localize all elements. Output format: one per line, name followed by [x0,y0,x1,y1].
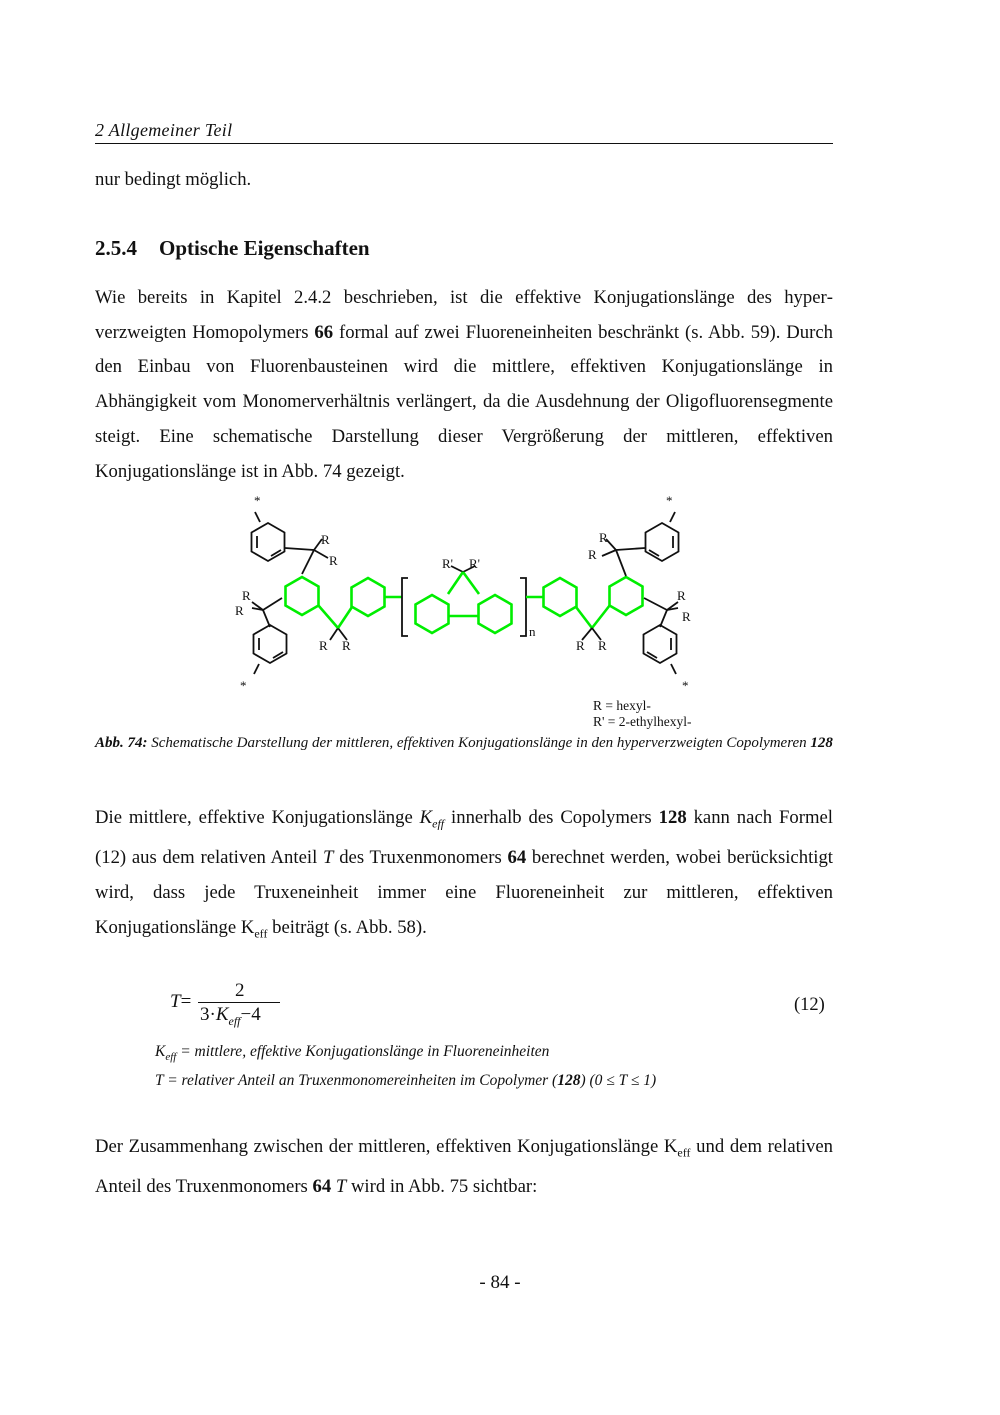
right-core-ring [610,577,643,615]
label-r: R [598,638,607,653]
left-truxene [252,512,348,674]
star-bottom-left: * [240,678,247,693]
central-ring-left [416,595,449,633]
caption-compound: 128 [810,735,833,751]
star-top-right: * [666,493,673,508]
structure-figure [230,490,700,700]
left-bottom-benzene [254,625,287,663]
left-fluorene-ring [352,578,385,616]
compound-66: 66 [314,321,334,343]
right-top-benzene [646,523,679,561]
legend-line-1: R = hexyl- [593,698,651,713]
right-bottom-benzene [644,625,677,663]
central-ring-right [479,595,512,633]
paragraph-3: Der Zusammenhang zwischen der mittleren, effektiven Konjugationslänge $K_{eff}$ und dem relativen Anteil des Truxenmonomers 64 T wird in Abb. 75 sichtbar: [95,1136,834,1198]
right-conjugated-path [544,577,643,628]
label-r: R [321,532,330,547]
label-r-prime: R' [469,556,481,571]
definition-t: T = relativer Anteil an Truxenmonomereinheiten im Copolymer (128) (0 ≤ T ≤ 1) [155,1072,657,1089]
label-r: R [677,588,686,603]
formula-12: T= 2 $3\cdot K_{eff}-4$ [170,980,310,1030]
label-r: R [588,547,597,562]
left-core-ring [286,577,319,615]
left-conjugated-path [286,577,403,628]
section-number: 2.5.4 [95,236,137,260]
label-r: R [682,609,691,624]
paragraph-1: Wie bereits in Kapitel 2.4.2 beschrieben, ist die effektive Konjugationslänge des hyperverzweigten Homopolymers 66 formal auf zwei Fluoreneinheiten beschränkt (s. Abb. 59). Durch den Einbau von Fluorenbausteinen wird die mittlere, effektiven Konjugationslänge in Abhängigkeit vom Monomerverhältnis verlängert, da die Ausdehnung der Oligofluorensegmente steigt. Eine schematische Darstellung dieser Vergrößerung der mittleren, effektiven Konjugationslänge ist in Abb. 74 gezeigt. [95,287,833,482]
star-top-left: * [254,493,261,508]
section-heading [95,236,370,261]
label-r: R [576,638,585,653]
label-r: R [319,638,328,653]
left-top-benzene [252,523,285,561]
right-truxene [582,512,679,674]
label-n: n [529,624,536,639]
label-r: R [342,638,351,653]
intro-line: nur bedingt möglich. [95,169,252,190]
figure-caption: Abb. 74: Schematische Darstellung der mittleren, effektiven Konjugationslänge in den hyperverzweigten Copolymeren 128 [95,735,833,751]
caption-label: Abb. 74: [95,735,148,751]
label-r-prime: R' [442,556,454,571]
running-title: 2 Allgemeiner Teil [95,120,233,140]
definition-keff: $K_{eff}$ = mittlere, effektive Konjugationslänge in Fluoreneinheiten [155,1043,550,1064]
running-header [95,119,833,144]
label-r: R [599,530,608,545]
fraction-bar [198,1002,280,1003]
star-bottom-right: * [682,678,689,693]
right-fluorene-ring [544,578,577,616]
page-number: - 84 - [479,1272,521,1293]
formula-numerator: 2 [235,980,245,1001]
label-r: R [329,553,338,568]
legend-line-2: R' = 2-ethylhexyl- [593,714,692,729]
paragraph-2: Die mittlere, effektive Konjugationslänge $K_{eff}$ innerhalb des Copolymers 128 kann nach Formel (12) aus dem relativen Anteil T des Truxenmonomers 64 berechnet werden, wobei berücksichtigt wird, dass jede Truxeneinheit immer eine Fluoreneinheit zur mittleren, effektiven Konjugationslänge $K_{eff}$ beiträgt (s. Abb. 58). [95,807,833,941]
formula-denominator: $3\cdot K_{eff}-4$ [200,1004,261,1028]
figure-legend [593,698,692,730]
label-r: R [235,603,244,618]
label-r: R [242,588,251,603]
section-title: Optische Eigenschaften [159,236,370,260]
central-fluorene [416,572,545,633]
equation-number: (12) [794,995,825,1015]
